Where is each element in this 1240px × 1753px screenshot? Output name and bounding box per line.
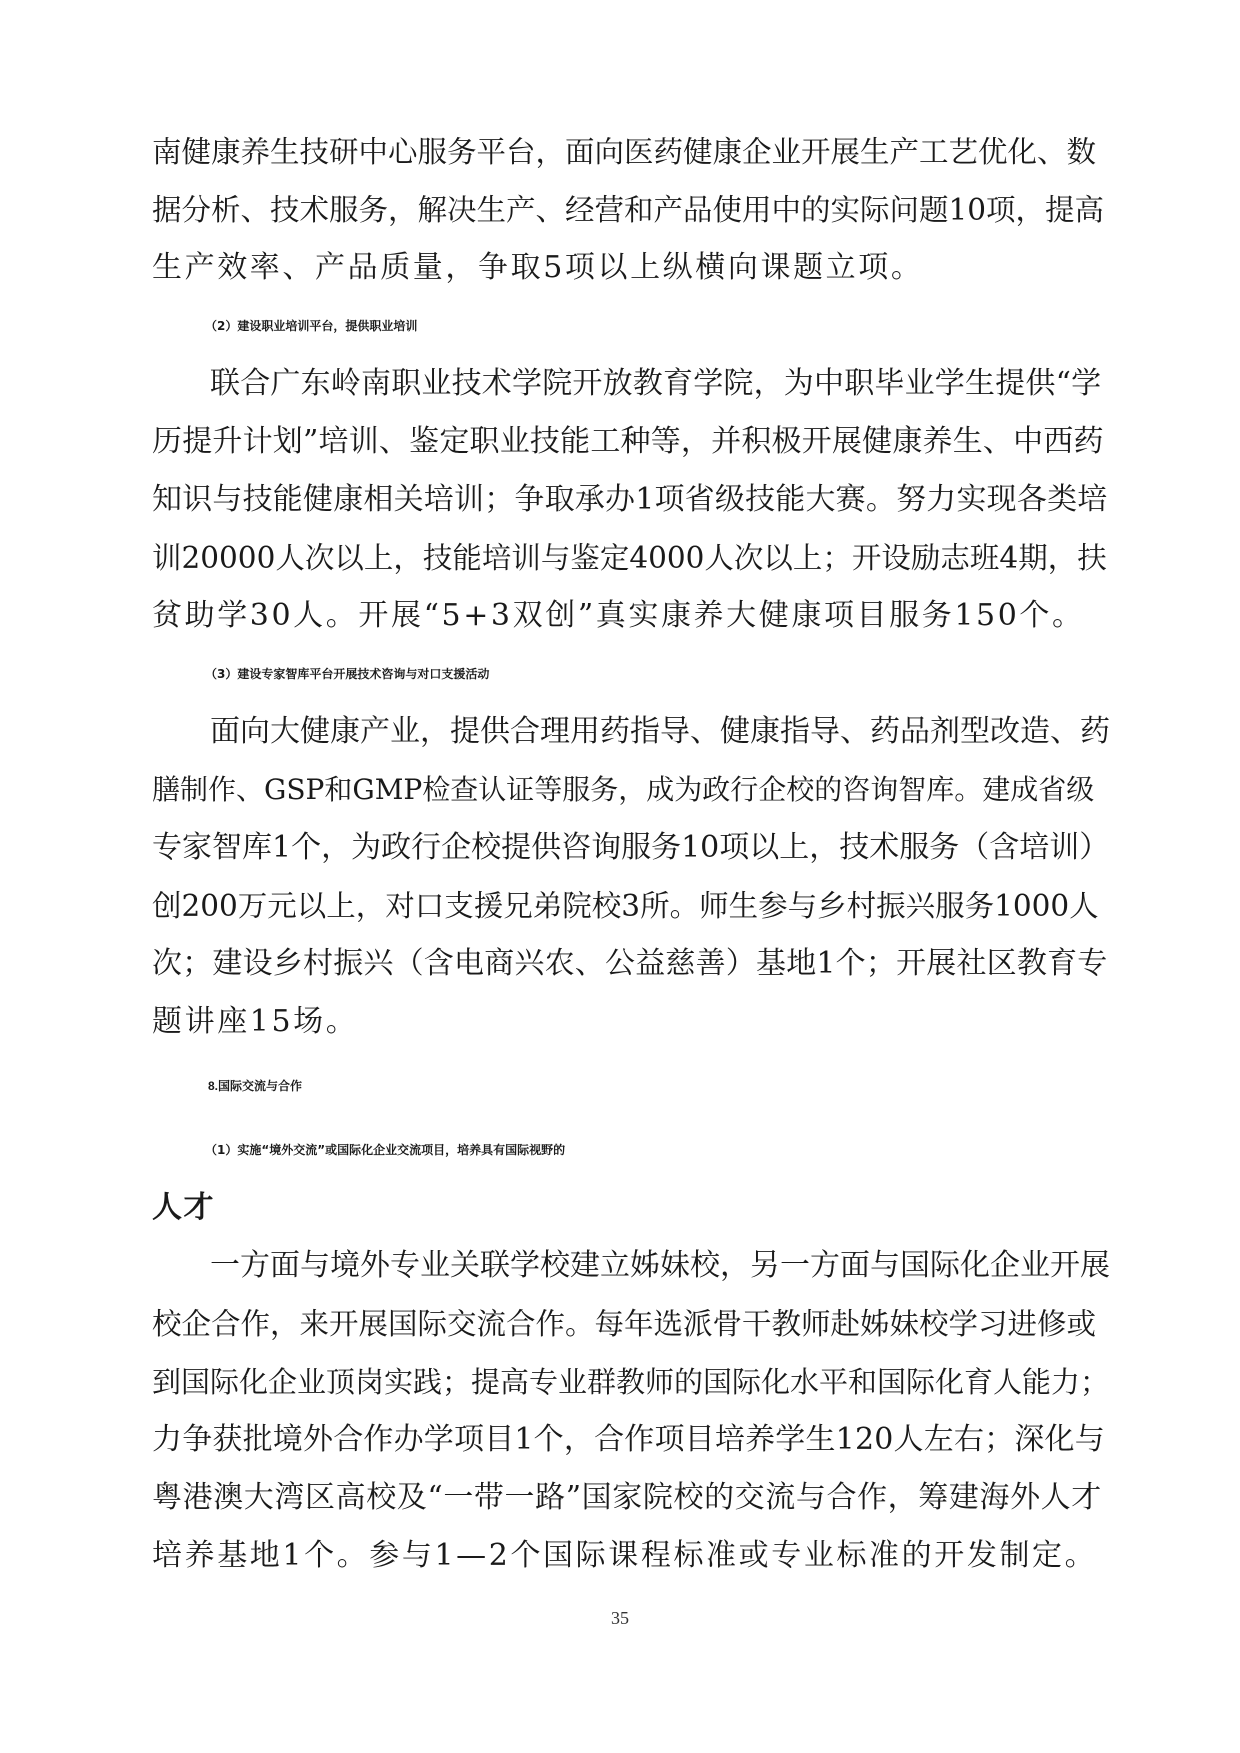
subsection-heading-cont: 人才 [152,1190,215,1225]
body-text-line: 培养基地1个。参与1—2个国际课程标准或专业标准的开发制定。 [152,1538,1098,1573]
body-text-line: 专家智库1个，为政行企校提供咨询服务10项以上，技术服务（含培训） [152,830,1110,865]
body-text-line: 力争获批境外合作办学项目1个，合作项目培养学生120人左右；深化与 [152,1422,1105,1457]
body-text-line: 校企合作，来开展国际交流合作。每年选派骨干教师赴姊妹校学习进修或 [152,1307,1097,1341]
body-text-line: 历提升计划”培训、鉴定职业技能工种等，并积极开展健康养生、中西药 [152,424,1104,459]
subsection-heading: （2）建设职业培训平台，提供职业培训 [205,319,418,333]
page-number: 35 [611,1608,629,1628]
subsection-heading: （3）建设专家智库平台开展技术咨询与对口支援活动 [205,667,490,681]
body-text-line: 南健康养生技研中心服务平台，面向医药健康企业开展生产工艺优化、数 [152,135,1097,169]
body-text-line: 膳制作、GSP和GMP检查认证等服务，成为政行企校的咨询智库。建成省级 [152,773,1095,806]
section-heading: 8.国际交流与合作 [208,1079,303,1093]
body-text-line: 一方面与境外专业关联学校建立姊妹校，另一方面与国际化企业开展 [210,1248,1110,1283]
body-text-line: 次；建设乡村振兴（含电商兴农、公益慈善）基地1个；开展社区教育专 [152,946,1108,981]
body-text-line: 粤港澳大湾区高校及“一带一路”国家院校的交流与合作，筹建海外人才 [152,1480,1102,1515]
body-text-line: 联合广东岭南职业技术学院开放教育学院，为中职毕业学生提供“学 [210,366,1102,401]
subsection-heading: （1）实施“境外交流”或国际化企业交流项目，培养具有国际视野的 [205,1143,566,1157]
body-text-line: 据分析、技术服务，解决生产、经营和产品使用中的实际问题10项，提高 [152,193,1105,227]
body-text-line: 贫助学30人。开展“5+3双创”真实康养大健康项目服务150个。 [152,598,1085,633]
body-text-line: 到国际化企业顶岗实践；提高专业群教师的国际化水平和国际化育人能力； [152,1365,1110,1399]
body-text-line: 创200万元以上，对口支援兄弟院校3所。师生参与乡村振兴服务1000人 [152,889,1099,923]
body-text-line: 生产效率、产品质量，争取5项以上纵横向课题立项。 [152,250,924,285]
body-text-line: 题讲座15场。 [152,1004,359,1039]
body-text-line: 知识与技能健康相关培训；争取承办1项省级技能大赛。努力实现各类培 [152,482,1108,517]
body-text-line: 训20000人次以上，技能培训与鉴定4000人次以上；开设励志班4期，扶 [152,541,1107,575]
body-text-line: 面向大健康产业，提供合理用药指导、健康指导、药品剂型改造、药 [210,714,1110,749]
